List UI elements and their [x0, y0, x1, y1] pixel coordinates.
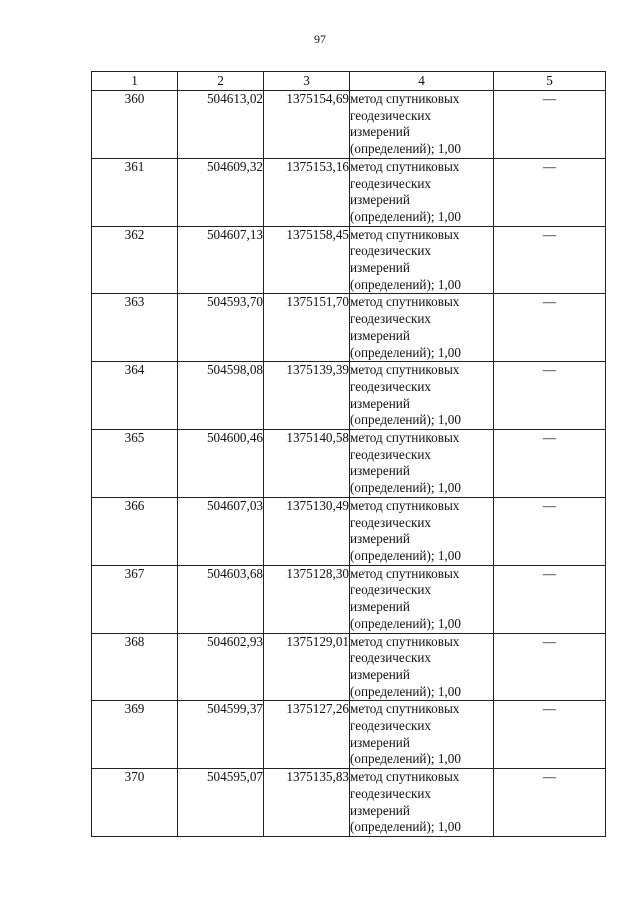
- y-coordinate-cell: 1375129,01: [264, 633, 350, 701]
- table-row: [92, 565, 606, 633]
- description-cell: —: [494, 91, 606, 159]
- x-coordinate-cell: 504607,03: [178, 497, 264, 565]
- method-cell: [350, 91, 494, 159]
- column-header: 3: [264, 72, 350, 91]
- method-cell: [350, 158, 494, 226]
- column-header: 2: [178, 72, 264, 91]
- method-line: (определений); 1,00: [350, 344, 461, 360]
- table-header-row: [92, 72, 606, 91]
- method-line: метод спутниковых: [350, 497, 460, 513]
- method-line: геодезических: [350, 446, 432, 462]
- method-line: метод спутниковых: [350, 701, 460, 717]
- method-line: (определений); 1,00: [350, 615, 461, 631]
- method-line: геодезических: [350, 378, 432, 394]
- table-row: [92, 362, 606, 430]
- method-line: (определений); 1,00: [350, 480, 461, 496]
- method-line: измерений: [350, 192, 410, 208]
- column-header: 4: [350, 72, 494, 91]
- y-coordinate-cell: 1375128,30: [264, 565, 350, 633]
- method-line: измерений: [350, 531, 410, 547]
- method-line: (определений); 1,00: [350, 141, 461, 157]
- point-number-cell: 363: [92, 294, 178, 362]
- point-number-cell: 368: [92, 633, 178, 701]
- description-cell: —: [494, 362, 606, 430]
- method-line: (определений); 1,00: [350, 547, 461, 563]
- table-row: [92, 430, 606, 498]
- method-line: измерений: [350, 666, 410, 682]
- description-cell: —: [494, 294, 606, 362]
- point-number-cell: 365: [92, 430, 178, 498]
- method-cell: [350, 701, 494, 769]
- point-number-cell: 364: [92, 362, 178, 430]
- method-line: метод спутниковых: [350, 294, 460, 310]
- description-cell: —: [494, 701, 606, 769]
- method-line: метод спутниковых: [350, 769, 460, 785]
- table-row: [92, 91, 606, 159]
- y-coordinate-cell: 1375140,58: [264, 430, 350, 498]
- coordinates-table: [91, 71, 606, 837]
- table-body: [92, 91, 606, 837]
- x-coordinate-cell: 504598,08: [178, 362, 264, 430]
- description-cell: —: [494, 565, 606, 633]
- description-cell: —: [494, 497, 606, 565]
- method-line: (определений); 1,00: [350, 683, 461, 699]
- method-line: измерений: [350, 463, 410, 479]
- column-header: 1: [92, 72, 178, 91]
- method-line: геодезических: [350, 175, 432, 191]
- table-row: [92, 226, 606, 294]
- method-line: геодезических: [350, 243, 432, 259]
- method-cell: [350, 633, 494, 701]
- description-cell: —: [494, 633, 606, 701]
- point-number-cell: 367: [92, 565, 178, 633]
- table-row: [92, 294, 606, 362]
- point-number-cell: 366: [92, 497, 178, 565]
- point-number-cell: 360: [92, 91, 178, 159]
- description-cell: —: [494, 769, 606, 837]
- y-coordinate-cell: 1375139,39: [264, 362, 350, 430]
- y-coordinate-cell: 1375127,26: [264, 701, 350, 769]
- y-coordinate-cell: 1375154,69: [264, 91, 350, 159]
- x-coordinate-cell: 504613,02: [178, 91, 264, 159]
- method-cell: [350, 430, 494, 498]
- point-number-cell: 362: [92, 226, 178, 294]
- method-cell: [350, 565, 494, 633]
- method-line: метод спутниковых: [350, 633, 460, 649]
- x-coordinate-cell: 504593,70: [178, 294, 264, 362]
- method-line: измерений: [350, 260, 410, 276]
- method-line: измерений: [350, 395, 410, 411]
- x-coordinate-cell: 504607,13: [178, 226, 264, 294]
- description-cell: —: [494, 430, 606, 498]
- x-coordinate-cell: 504595,07: [178, 769, 264, 837]
- method-line: геодезических: [350, 650, 432, 666]
- x-coordinate-cell: 504599,37: [178, 701, 264, 769]
- method-line: геодезических: [350, 107, 432, 123]
- point-number-cell: 369: [92, 701, 178, 769]
- method-line: измерений: [350, 327, 410, 343]
- table-row: [92, 769, 606, 837]
- method-line: метод спутниковых: [350, 430, 460, 446]
- method-line: (определений); 1,00: [350, 751, 461, 767]
- y-coordinate-cell: 1375151,70: [264, 294, 350, 362]
- table-row: [92, 633, 606, 701]
- description-cell: —: [494, 158, 606, 226]
- method-cell: [350, 769, 494, 837]
- table-row: [92, 497, 606, 565]
- table-row: [92, 158, 606, 226]
- method-line: метод спутниковых: [350, 158, 460, 174]
- x-coordinate-cell: 504609,32: [178, 158, 264, 226]
- column-header: 5: [494, 72, 606, 91]
- y-coordinate-cell: 1375135,83: [264, 769, 350, 837]
- y-coordinate-cell: 1375130,49: [264, 497, 350, 565]
- x-coordinate-cell: 504600,46: [178, 430, 264, 498]
- table-row: [92, 701, 606, 769]
- method-line: измерений: [350, 802, 410, 818]
- x-coordinate-cell: 504603,68: [178, 565, 264, 633]
- method-line: геодезических: [350, 582, 432, 598]
- method-cell: [350, 226, 494, 294]
- method-line: метод спутниковых: [350, 565, 460, 581]
- description-cell: —: [494, 226, 606, 294]
- method-line: (определений); 1,00: [350, 819, 461, 835]
- method-line: измерений: [350, 599, 410, 615]
- method-line: метод спутниковых: [350, 91, 460, 106]
- point-number-cell: 361: [92, 158, 178, 226]
- method-line: (определений); 1,00: [350, 208, 461, 224]
- method-line: измерений: [350, 124, 410, 140]
- method-line: (определений); 1,00: [350, 276, 461, 292]
- y-coordinate-cell: 1375158,45: [264, 226, 350, 294]
- method-line: геодезических: [350, 311, 432, 327]
- method-line: геодезических: [350, 718, 432, 734]
- method-line: (определений); 1,00: [350, 412, 461, 428]
- page-number: 97: [314, 32, 326, 46]
- point-number-cell: 370: [92, 769, 178, 837]
- method-cell: [350, 362, 494, 430]
- method-line: измерений: [350, 734, 410, 750]
- x-coordinate-cell: 504602,93: [178, 633, 264, 701]
- method-line: геодезических: [350, 785, 432, 801]
- method-cell: [350, 497, 494, 565]
- y-coordinate-cell: 1375153,16: [264, 158, 350, 226]
- method-line: метод спутниковых: [350, 226, 460, 242]
- method-line: метод спутниковых: [350, 362, 460, 378]
- method-cell: [350, 294, 494, 362]
- method-line: геодезических: [350, 514, 432, 530]
